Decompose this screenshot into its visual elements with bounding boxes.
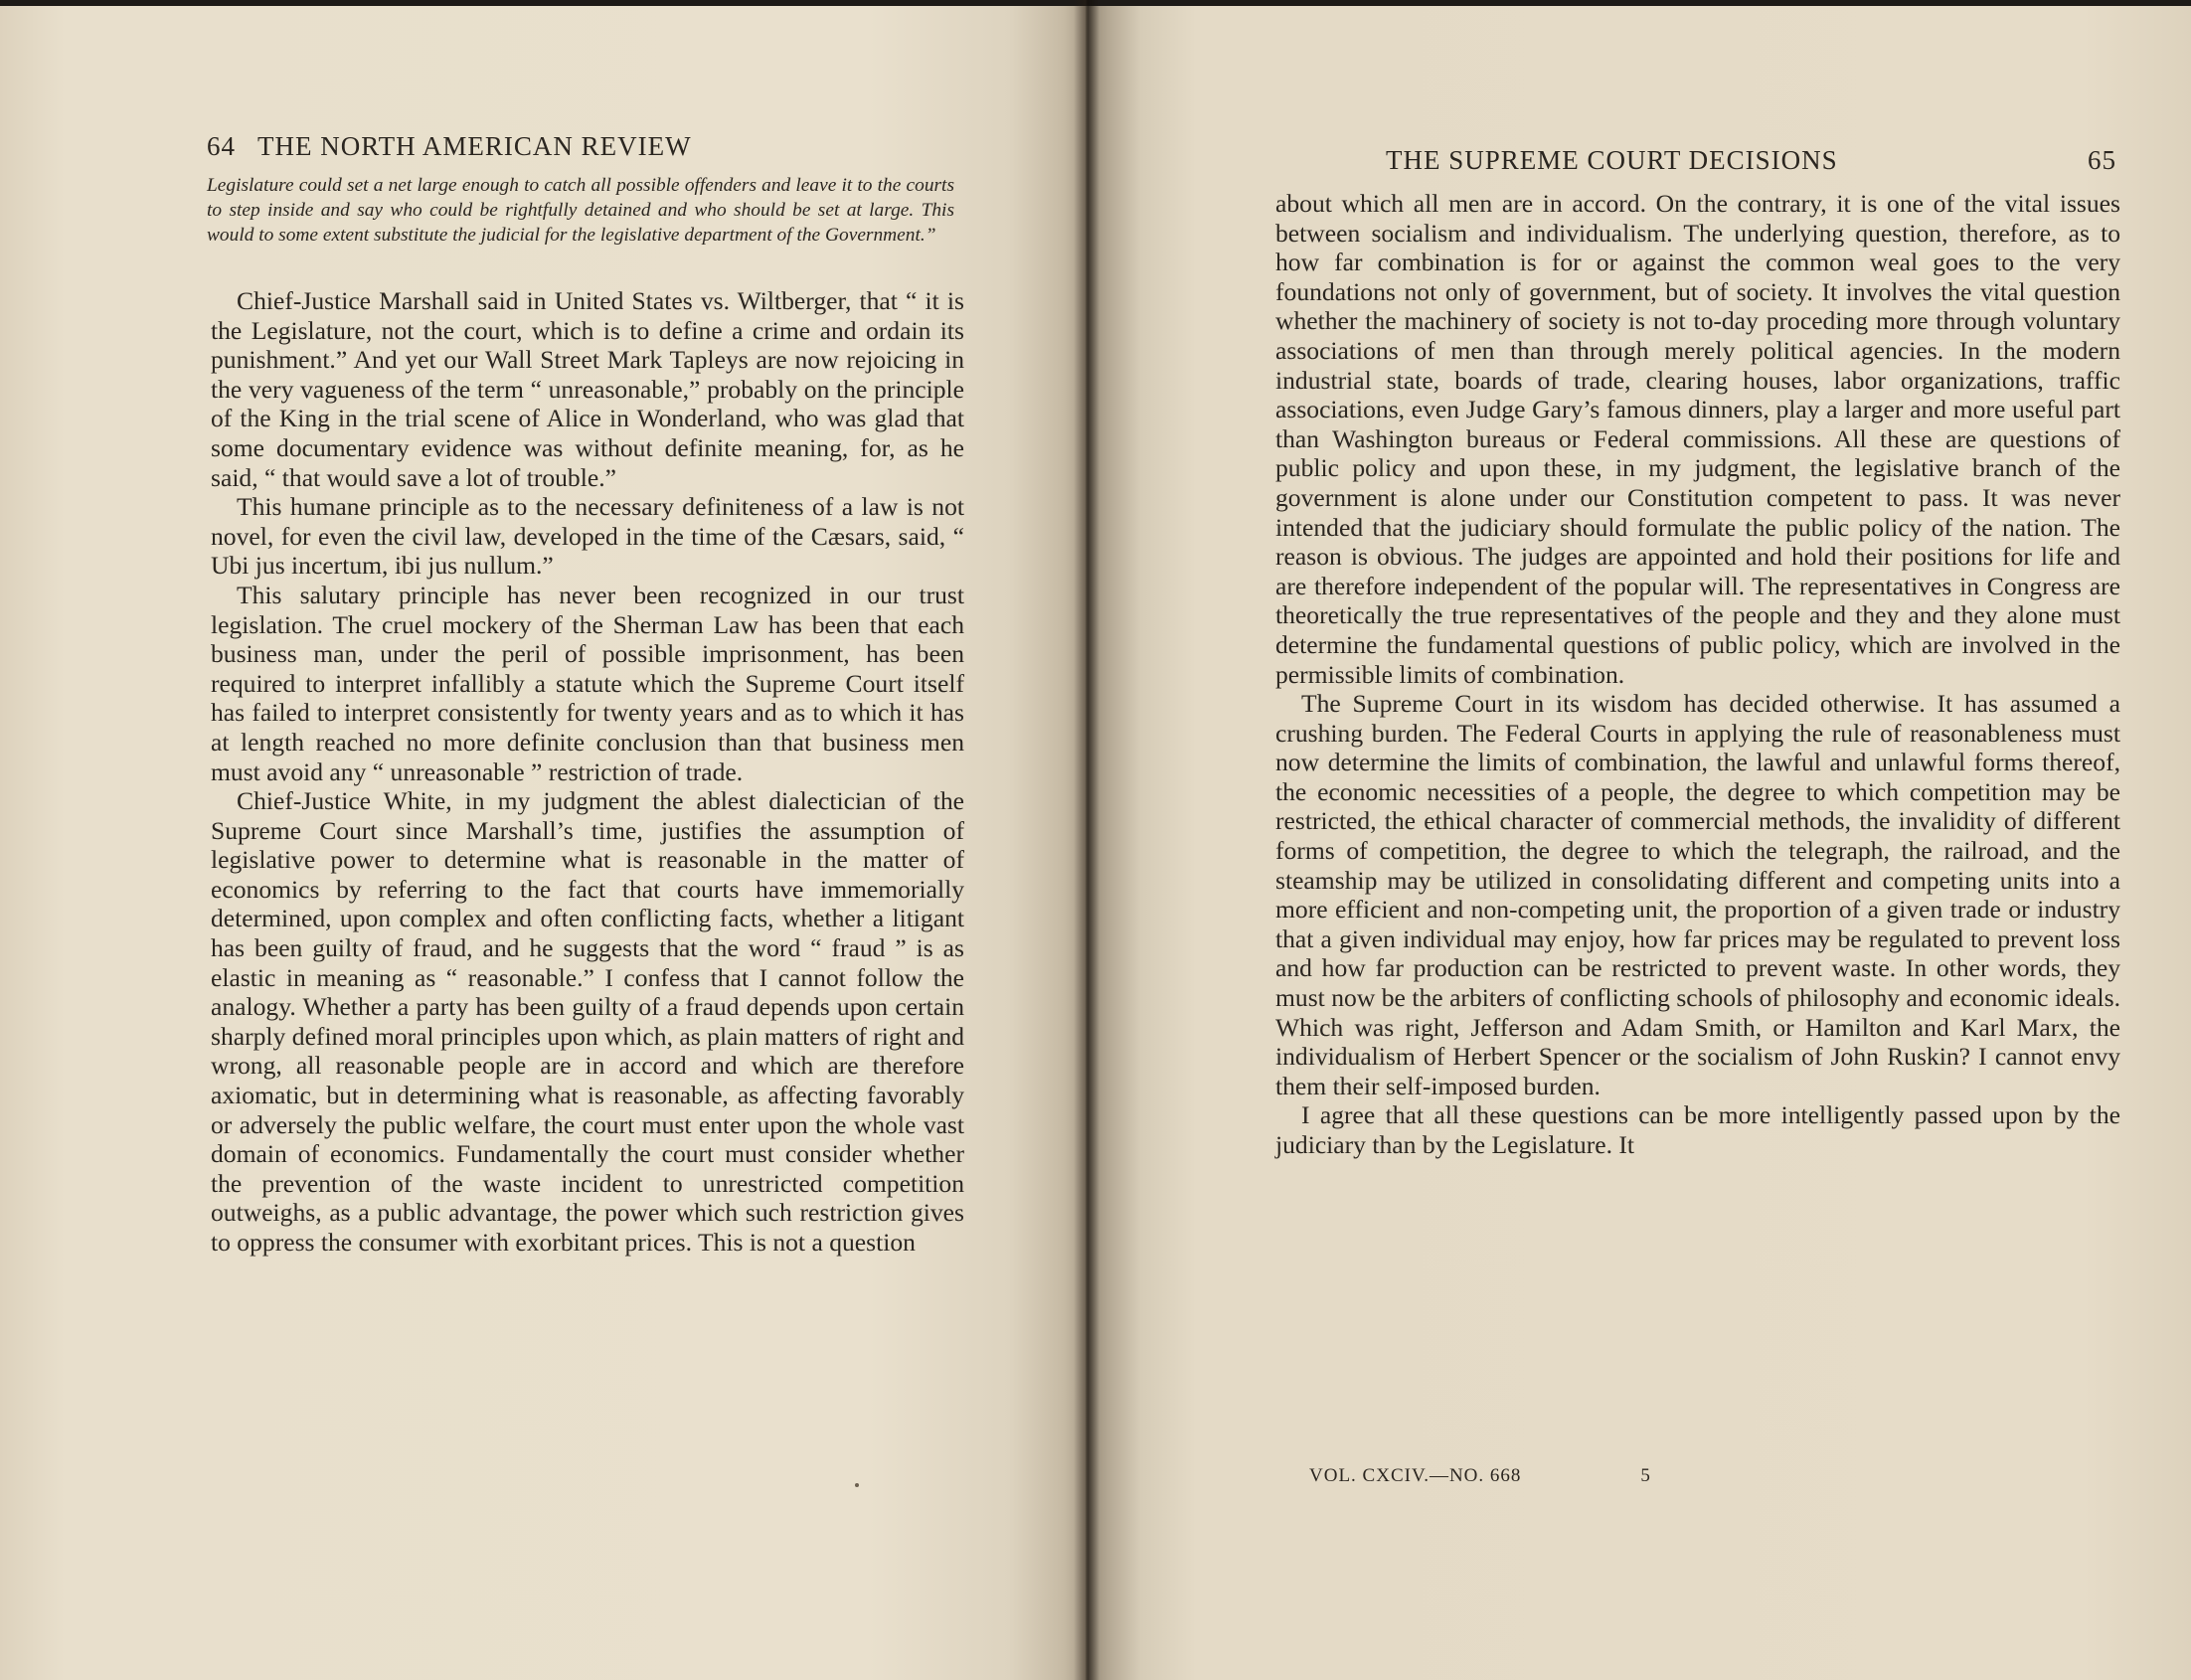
signature-number: 5 — [1640, 1465, 1651, 1486]
volume-number-mark: VOL. CXCIV.—NO. 668 — [1309, 1465, 1522, 1486]
paragraph: This salutary principle has never been recognized in our trust legislation. The cruel mockery of the Sherman Law has been that each business man, under the peril of possible imprisonment, has been required to interpret infallibly a statute which the Supreme Court itself has failed to interpret consistently for twenty years and as to which it has at length reached no more definite conclusion than that business men must avoid any “ unreasonable ” restriction of trade. — [211, 580, 964, 786]
left-page-number: 64 — [207, 131, 236, 161]
right-page — [1086, 6, 2191, 1680]
signature-mark — [1309, 1465, 1651, 1487]
paragraph: Chief-Justice Marshall said in United States vs. Wiltberger, that “ it is the Legislature, not the court, which is to define a crime and ordain its punishment.” And yet our Wall Street Mark Tapleys are now rejoicing in the very vagueness of the term “ unreasonable,” probably on the principle of the King in the trial scene of Alice in Wonderland, who was glad that some documentary evidence was without definite meaning, for, as he said, “ that would save a lot of trouble.” — [211, 286, 964, 492]
book-gutter — [1074, 0, 1099, 1680]
right-running-title: THE SUPREME COURT DECISIONS — [1386, 145, 1838, 175]
paper-speck — [855, 1483, 859, 1487]
block-quote: Legislature could set a net large enough to catch all possible offenders and leave it to the courts to step inside and say who could be rightfully detained and who should be set at large. This would to some extent substitute the judicial for the legislative department of the Government.” — [207, 175, 954, 246]
left-running-head — [207, 131, 692, 162]
paragraph: This humane principle as to the necessary definiteness of a law is not novel, for even the civil law, developed in the time of the Cæsars, said, “ Ubi jus incertum, ibi jus nullum.” — [211, 492, 964, 581]
paragraph: Chief-Justice White, in my judgment the ablest dialectician of the Supreme Court since Marshall’s time, justifies the assumption of legislative power to determine what is reasonable in the matter of economics by referring to the fact that courts have immemorially determined, upon complex and often conflicting facts, whether a litigant has been guilty of fraud, and he suggests that the word “ fraud ” is as elastic in meaning as “ reasonable.” I confess that I cannot follow the analogy. Whether a party has been guilty of a fraud depends upon certain sharply defined moral principles upon which, as plain matters of right and wrong, all reasonable people are in accord and which are therefore axiomatic, but in determining what is reasonable, as affecting favorably or adversely the public welfare, the court must enter upon the whole vast domain of economics. Fundamentally the court must consider whether the prevention of the waste incident to unrestricted competition outweighs, as a public advantage, the power which such restriction gives to oppress the consumer with exorbitant prices. This is not a question — [211, 786, 964, 1257]
left-page — [0, 6, 1086, 1680]
paragraph: The Supreme Court in its wisdom has decided otherwise. It has assumed a crushing burden. The Federal Courts in applying the rule of reasonableness must now determine the limits of combination, the lawful and unlawful forms thereof, the economic necessities of a people, the degree to which competition may be restricted, the ethical character of commercial methods, the invalidity of different forms of competition, the degree to which the telegraph, the railroad, and the steamship may be utilized in consolidating different and competing units into a more efficient and non-competing unit, the proportion of a given trade or industry that a given individual may enjoy, how far prices may be regulated to prevent loss and how far production can be restricted to prevent waste. In other words, they must now be the arbiters of conflicting schools of philosophy and economic ideals. Which was right, Jefferson and Adam Smith, or Hamilton and Karl Marx, the individualism of Herbert Spencer or the socialism of John Ruskin? I cannot envy them their self-imposed burden. — [1275, 689, 2120, 1100]
right-page-number: 65 — [2088, 145, 2116, 175]
left-body-text — [211, 286, 964, 1258]
paragraph: I agree that all these questions can be more intelligently passed upon by the judiciary than by the Legislature. It — [1275, 1100, 2120, 1159]
paragraph-continuation: about which all men are in accord. On the contrary, it is one of the vital issues between socialism and individualism. The underlying question, therefore, as to how far combination is for or against the common weal goes to the very foundations not only of government, but of society. It involves the vital question whether the machinery of society is not to-day proceding more through voluntary associations of men than through merely political agencies. In the modern industrial state, boards of trade, clearing houses, labor organizations, traffic associations, even Judge Gary’s famous dinners, play a larger and more useful part than Washington bureaus or Federal commissions. All these are questions of public policy and upon these, in my judgment, the legislative branch of the government is alone under our Constitution competent to pass. It was never intended that the judiciary should formulate the public policy of the nation. The reason is obvious. The judges are appointed and hold their positions for life and are therefore independent of the popular will. The representatives in Congress are theoretically the true representatives of the people and they and they alone must determine the fundamental questions of public policy, which are involved in the permissible limits of combination. — [1275, 189, 2120, 689]
right-body-text — [1275, 189, 2120, 1160]
right-running-head — [1386, 145, 2116, 176]
left-running-title: THE NORTH AMERICAN REVIEW — [257, 131, 692, 161]
